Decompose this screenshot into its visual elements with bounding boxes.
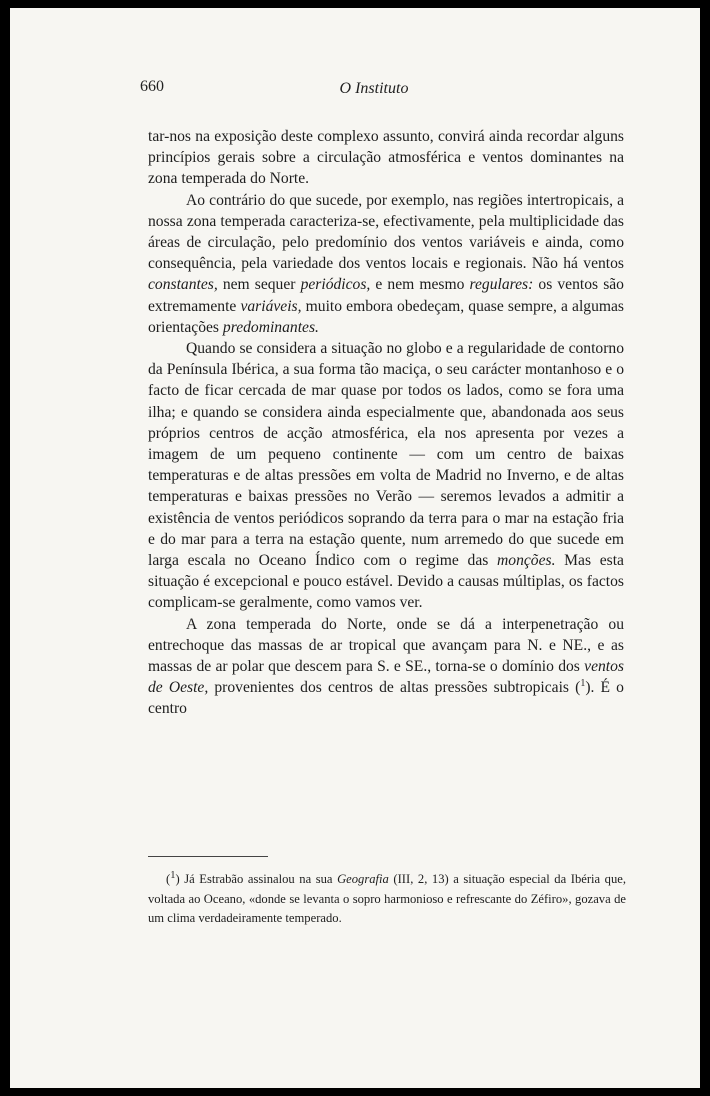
paragraph xyxy=(148,614,624,720)
footnote-separator xyxy=(148,856,268,857)
footnote xyxy=(148,866,626,929)
page-number: 660 xyxy=(140,78,164,95)
text-run: provenientes dos centros de altas pressões subtropicais ( xyxy=(208,679,581,697)
page-header xyxy=(10,78,700,106)
emphasized-text: regulares: xyxy=(469,276,534,294)
book-page xyxy=(10,8,700,1088)
text-run: nem sequer xyxy=(217,276,301,294)
emphasized-text: monções. xyxy=(497,552,556,570)
emphasized-text: ventos de Oeste, xyxy=(148,658,624,697)
text-run: (III, 2, 13) a situação especial da Ibéria que, voltada ao Oceano, «donde se levanta o sopro harmonioso e refrescante do Zéfiro», gozava de um clima verdadeiramente temperado. xyxy=(148,872,626,926)
paragraph xyxy=(148,126,624,190)
text-run: ) Já Estrabão assinalou na sua xyxy=(175,872,338,887)
text-run: ). É o centro xyxy=(148,679,624,718)
emphasized-text: variáveis, xyxy=(240,297,302,315)
text-run: Ao contrário do que sucede, por exemplo, nas regiões intertropicais, a nossa zona temperada caracteriza-se, efectivamente, pela multiplicidade das áreas de circulação, pelo predomínio dos ventos variáveis e ainda, como consequência, pela variedade dos ventos locais e regionais. Não há ventos xyxy=(148,191,624,273)
text-run: Mas esta situação é excepcional e pouco estável. Devido a causas múltiplas, os factos complicam-se geralmente, como vamos ver. xyxy=(148,552,624,612)
text-run: Quando se considera a situação no globo e a regularidade de contorno da Península Ibérica, a sua forma tão maciça, o seu carácter montanhoso e o facto de ficar cercada de mar quase por todos os lados, como se fora uma ilha; e quando se considera ainda especialmente que, abandonada aos seus próprios centros de acção atmosférica, ela nos apresenta por vezes a imagem de um pequeno continente — com um centro de baixas temperaturas e de altas pressões em volta de Madrid no Inverno, e de altas temperaturas e baixas pressões no Verão — seremos levados a admitir a existência de ventos periódicos soprando da terra para o mar na estação fria e do mar para a terra na estação quente, num arremedo do que sucede em larga escala no Oceano Índico com o regime das xyxy=(148,340,624,570)
emphasized-text: constantes, xyxy=(148,276,218,294)
text-run: os ventos são extremamente xyxy=(148,276,624,315)
emphasized-text: periódicos, xyxy=(300,276,371,294)
running-title: O Instituto xyxy=(339,80,409,97)
footnote-paragraph xyxy=(148,866,626,929)
emphasized-text: predominantes. xyxy=(222,318,319,336)
paragraph xyxy=(148,338,624,614)
paragraph xyxy=(148,190,624,338)
body-text xyxy=(148,126,624,720)
text-run: A zona temperada do Norte, onde se dá a interpenetração ou entrechoque das massas de ar tropical que avançam para N. e NE., e as massas de ar polar que descem para S. e SE., torna-se o domínio dos xyxy=(148,615,624,676)
text-run: tar-nos na exposição deste complexo assunto, convirá ainda recordar alguns princípios gerais sobre a circulação atmosférica e ventos dominantes na zona temperada do Norte. xyxy=(148,128,624,188)
text-run: e nem mesmo xyxy=(370,276,470,294)
text-run: ( xyxy=(166,872,171,887)
emphasized-text: Geografia xyxy=(337,872,389,887)
text-run: muito embora obedeçam, quase sempre, a algumas orientações xyxy=(148,297,624,336)
footnote-marker: 1 xyxy=(580,678,586,690)
footnote-marker: 1 xyxy=(170,870,176,881)
